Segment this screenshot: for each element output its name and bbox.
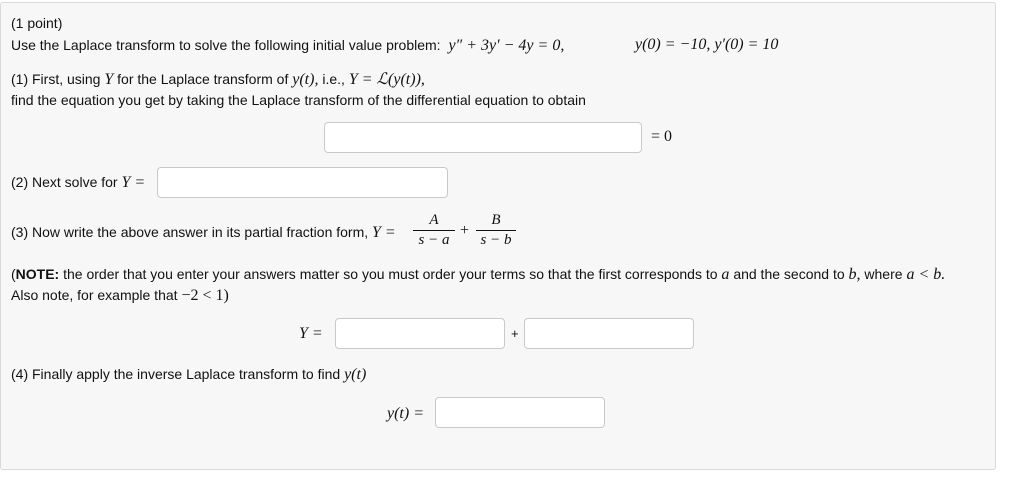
part1-text-b: for the Laplace transform of — [117, 71, 289, 87]
intro-line — [11, 36, 564, 55]
solve-y-input[interactable] — [157, 167, 448, 198]
part1-line2: find the equation you get by taking the Laplace transform of the differential equation to obtain — [11, 92, 586, 108]
differential-equation: y″ + 3y′ − 4y = 0, — [448, 37, 565, 54]
part3-math: Y = — [372, 224, 396, 241]
note-b: b, — [848, 266, 861, 283]
fraction-a — [413, 212, 455, 248]
fraction-a-numerator: A — [429, 212, 439, 228]
part1-text-c: i.e., — [322, 71, 345, 87]
partial-fraction-input-2[interactable] — [524, 318, 694, 349]
part1-laplace-def: Y = ℒ(y(t)), — [348, 71, 425, 88]
part4-text: (4) Finally apply the inverse Laplace transform to find — [11, 366, 341, 382]
fraction-b-denominator: s − b — [480, 232, 512, 248]
fraction-plus: + — [460, 222, 470, 239]
laplace-equation-input[interactable] — [324, 122, 642, 153]
inverse-laplace-input[interactable] — [435, 397, 605, 428]
note-paren: ( — [11, 266, 16, 282]
part2-line — [11, 173, 145, 192]
note-line2-text: Also note, for example that — [11, 287, 178, 303]
note-line2 — [11, 286, 229, 305]
part4-line — [11, 365, 366, 384]
note-condition: a < b. — [906, 266, 946, 283]
initial-conditions: y(0) = −10, y′(0) = 10 — [635, 36, 779, 53]
problem-panel — [0, 2, 996, 470]
note-a: a — [721, 266, 730, 283]
note-label: NOTE: — [15, 266, 60, 282]
fraction-b — [476, 212, 516, 248]
note-line2-math: −2 < 1) — [181, 287, 229, 304]
note-text3: where — [864, 266, 903, 282]
fraction-a-denominator: s − a — [418, 232, 450, 248]
intro-text: Use the Laplace transform to solve the following initial value problem: — [11, 37, 441, 53]
part1-line1 — [11, 70, 425, 89]
part1-text-a: (1) First, using — [11, 71, 101, 87]
part4-math: y(t) — [344, 366, 367, 383]
answer-label: y(t) = — [387, 405, 424, 422]
fraction-b-numerator: B — [491, 212, 501, 228]
equals-zero: = 0 — [651, 128, 673, 145]
note-text1: the order that you enter your answers matter so you must order your terms so that the first corresponds to — [63, 266, 718, 282]
fraction-b-bar — [476, 230, 516, 231]
partial-fraction-label: Y = — [299, 325, 323, 342]
partial-fraction-input-1[interactable] — [335, 318, 505, 349]
part3-line — [11, 223, 396, 242]
fraction-a-bar — [413, 230, 455, 231]
points-label: (1 point) — [11, 15, 63, 31]
part1-yt: y(t), — [292, 71, 319, 88]
note-line1 — [11, 265, 945, 284]
part1-var-y: Y — [104, 71, 114, 88]
note-text2: and the second to — [733, 266, 845, 282]
part3-text: (3) Now write the above answer in its partial fraction form, — [11, 224, 369, 240]
part2-math: Y = — [121, 174, 146, 191]
partial-fraction-plus: + — [511, 326, 519, 341]
part2-text: (2) Next solve for — [11, 174, 118, 190]
